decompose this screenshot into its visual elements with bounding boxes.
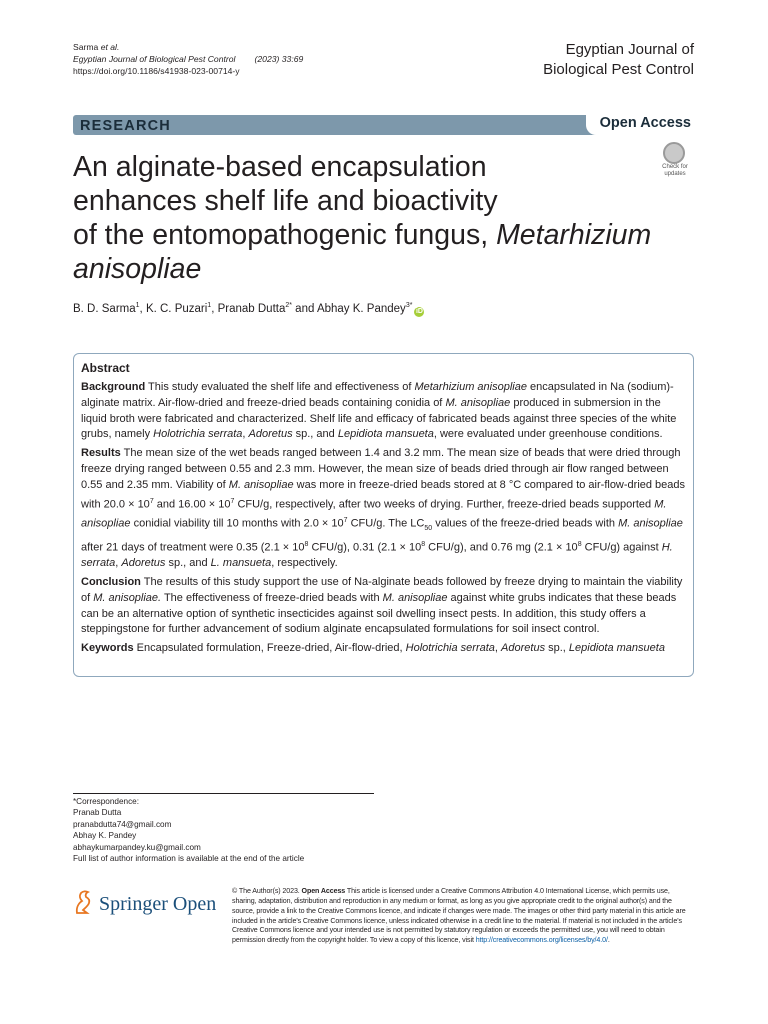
correspondent-email[interactable]: pranabdutta74@gmail.com <box>73 819 172 829</box>
publisher-name: Springer <box>99 893 168 915</box>
keywords-label: Keywords <box>81 642 134 655</box>
journal-logo-text <box>543 40 694 80</box>
article-title <box>73 150 693 286</box>
running-header <box>73 41 303 78</box>
header-journal: Egyptian Journal of Biological Pest Control <box>73 54 236 65</box>
correspondent-name: Pranab Dutta <box>73 808 122 818</box>
abstract-heading: Abstract <box>81 361 130 375</box>
header-doi[interactable]: https://doi.org/10.1186/s41938-023-00714-y <box>73 66 240 77</box>
author-list: B. D. Sarma$^1$, K. C. Puzari$^1$, Pranab Dutta$^{2*}$ and Abhay K. Pandey$^{3*}$iD <box>73 302 423 315</box>
abstract-content <box>81 360 686 660</box>
author-affiliation: 3* <box>405 302 413 309</box>
author-info-note: Full list of author information is available at the end of the article <box>73 854 305 864</box>
title-line4-italic: anisopliae <box>73 253 202 285</box>
header-volume: (2023) 33:69 <box>254 54 304 65</box>
author-affiliation: 1 <box>135 302 140 309</box>
header-authors: Sarma <box>73 42 99 52</box>
abstract-results: Results The mean size of the wet beads ranged between 1.4 and 3.2 mm. The mean size of beads that were dried through freeze drying ranged between 0.55 and 2.3 mm. However, the mean size of beads dried through air flow ranged between 0.55 and 2.35 mm. Viability of M. anisopliae was more in freeze-dried beads stored at 8 °C compared to air-flow-dried beads with $20.0 \times 10^7$ and $16.00 \times 10^7$ CFU/g, respectively, after two weeks of drying. Further, freeze-dried beads supported M. anisopliae conidial viability till 10 months with $2.0 \times 10^7$ CFU/g. The $LC_{50}$ values of the freeze-dried beads with M. anisopliae after 21 days of treatment were 0.35 ($2.1 \times 10^8$ CFU/g), 0.31 ($2.1 \times 10^8$ CFU/g), and 0.76 mg ($2.1 \times 10^8$ CFU/g) against H. serrata, Adoretus sp., and L. mansueta, respectively. <box>81 447 686 570</box>
author-name: Abhay K. Pandey <box>316 302 406 315</box>
correspondence-block <box>73 796 304 864</box>
correspondent-email[interactable]: abhaykumarpandey.ku@gmail.com <box>73 842 201 852</box>
journal-logo-line1: Egyptian Journal of <box>565 41 694 58</box>
author-name: B. D. Sarma <box>73 302 136 315</box>
title-line1: An alginate-based encapsulation <box>73 151 487 183</box>
license-text: © The Author(s) 2023. Open Access This article is licensed under a Creative Commons Attribution 4.0 International License, which permits use, sharing, adaptation, distribution and reproduction in any medium or format, as long as you give appropriate credit to the original author(s) and the source, provide a link to the Creative Commons licence, and indicate if changes were made. The images or other third party material in this article are included in the article's Creative Commons licence, unless indicated otherwise in a credit line to the material. If material is not included in the article's Creative Commons licence and your intended use is not permitted by statutory regulation or exceeds the permitted use, you will need to obtain permission directly from the copyright holder. To view a copy of this licence, visit http://creativecommons.org/licenses/by/4.0/. <box>232 887 686 945</box>
publisher-suffix: Open <box>167 893 217 915</box>
crossmark-label: Check for updates <box>662 164 688 177</box>
journal-logo-line2: Biological Pest Control <box>543 61 694 78</box>
correspondence-label: *Correspondence: <box>73 797 139 806</box>
footnote-divider <box>73 793 374 794</box>
author-name: K. C. Puzari <box>145 302 208 315</box>
authors-conjunction: and <box>291 302 317 315</box>
author-affiliation: 1 <box>207 302 212 309</box>
author-affiliation: 2* <box>285 302 292 309</box>
title-line3: of the entomopathogenic fungus, <box>73 219 497 251</box>
orcid-icon[interactable]: iD <box>415 307 423 315</box>
springer-open-logo <box>73 887 218 921</box>
crossmark-icon <box>663 142 685 164</box>
abstract-keywords: Keywords Encapsulated formulation, Freeze-dried, Air-flow-dried, Holotrichia serrata, Adoretus sp., Lepidiota mansueta <box>81 642 665 655</box>
title-line3-italic: Metarhizium <box>496 219 652 251</box>
background-label: Background <box>81 381 146 393</box>
abstract-background: Background This study evaluated the shelf life and effectiveness of Metarhizium anisopliae encapsulated in Na (sodium)-alginate matrix. Air-flow-dried and freeze-dried beads containing conidia of M. anisopliae produced in submersion in the liquid broth were fabricated and characterized. Shelf life and efficacy of fabricated beads against three species of the white grubs, namely Holotrichia serrata, Adoretus sp., and Lepidiota mansueta, were evaluated under greenhouse conditions. <box>81 381 677 441</box>
header-et-al: et al. <box>100 42 120 52</box>
title-line2: enhances shelf life and bioactivity <box>73 185 498 217</box>
open-access-tab <box>586 113 694 135</box>
results-label: Results <box>81 447 121 460</box>
author-name: Pranab Dutta <box>217 302 286 315</box>
correspondent-name: Abhay K. Pandey <box>73 831 137 841</box>
springer-horse-icon <box>73 889 93 915</box>
license-link[interactable]: http://creativecommons.org/licenses/by/4.0/ <box>475 936 608 945</box>
abstract-conclusion: Conclusion The results of this study support the use of Na-alginate beads followed by freeze drying to maintain the viability of M. anisopliae. The effectiveness of freeze-dried beads with M. anisopliae against white grubs indicates that these beads can be an alternative option of synthetic insecticides against soil dwelling insect pests. In addition, this study offers a steppingstone for further advancement of sodium alginate encapsulated formulations for soil insect control. <box>81 575 683 636</box>
conclusion-label: Conclusion <box>81 575 141 588</box>
open-access-label: Open Access <box>599 115 691 131</box>
article-type-label: RESEARCH <box>80 118 171 134</box>
check-for-updates-badge[interactable] <box>655 140 695 180</box>
